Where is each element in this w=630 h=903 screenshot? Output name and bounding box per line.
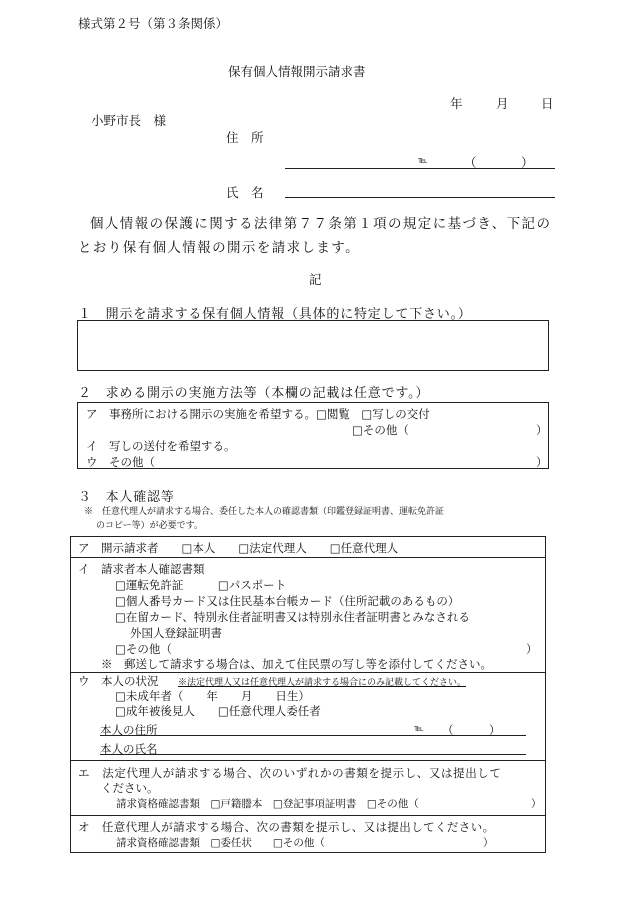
section1-title: １ 開示を請求する保有個人情報（具体的に特定して下さい。） [78, 307, 472, 322]
section3-row-e-line-2: ください。 [101, 781, 159, 795]
principal-name-label: 本人の氏名 [100, 742, 158, 756]
section2-row-a-other-close: ） [536, 423, 548, 437]
principal-address-line[interactable] [100, 735, 526, 736]
applicant-tel-label: ℡ [418, 156, 428, 166]
form-number: 様式第２号（第３条関係） [78, 16, 229, 31]
section1-input-box[interactable] [77, 320, 549, 371]
section2-box [77, 402, 549, 469]
section3-row-u-note: ※法定代理人又は任意代理人が請求する場合にのみ記載してください。 [178, 678, 467, 688]
section2-row-u[interactable]: ウ その他（ [86, 455, 155, 469]
section3-row-o-options[interactable]: 請求資格確認書類 □委任状 □その他（ [116, 837, 325, 849]
id-doc-mail-note: ※ 郵送して請求する場合は、加えて住民票の写し等を添付してください。 [101, 657, 492, 671]
section3-row-o-line-1: オ 任意代理人が請求する場合、次の書類を提示し、又は提出してください。 [78, 820, 495, 834]
section3-row-e-close: ） [531, 798, 542, 810]
section2-row-u-close: ） [536, 455, 548, 469]
intro-line-1-text: 個人情報の保護に関する法律第７７条第１項の規定に基づき、下記の [90, 216, 552, 232]
id-doc-option-residence-card[interactable]: □在留カード、特別永住者証明書又は特別永住者証明書とみなされる [115, 610, 470, 624]
applicant-tel-parens: （ ） [464, 155, 550, 170]
id-doc-other-close: ） [526, 642, 538, 656]
applicant-name-line [285, 197, 555, 198]
divider-u [70, 760, 546, 761]
section3-row-e-options[interactable]: 請求資格確認書類 □戸籍謄本 □登記事項証明書 □その他（ [116, 798, 419, 810]
divider-e [70, 815, 546, 816]
id-doc-option-other[interactable]: □その他（ [115, 642, 172, 656]
section2-title: ２ 求める開示の実施方法等（本欄の記載は任意です。） [78, 386, 430, 401]
intro-line-2: とおり保有個人情報の開示を請求します。 [78, 240, 361, 256]
id-doc-option-license-passport[interactable]: □運転免許証 □パスポート [115, 578, 287, 592]
principal-tel-label: ℡ [414, 724, 424, 734]
section3-note-line-2: のコピー等）が必要です。 [96, 521, 203, 531]
applicant-address-label: 住 所 [226, 130, 264, 145]
date-day-label: 日 [541, 96, 554, 111]
id-doc-option-mynumber[interactable]: □個人番号カード又は住民基本台帳カード（住所記載のあるもの） [115, 594, 460, 608]
document-title: 保有個人情報開示請求書 [228, 64, 366, 79]
section3-row-o-close: ） [483, 837, 494, 849]
intro-line-1 [78, 212, 551, 232]
section2-row-a-other[interactable]: □その他（ [352, 423, 409, 437]
section3-row-e-line-1: エ 法定代理人が請求する場合、次のいずれかの書類を提示し、又は提出して [78, 766, 502, 780]
section3-title: ３ 本人確認等 [78, 490, 175, 505]
id-doc-option-foreigner-cert: 外国人登録証明書 [130, 626, 222, 640]
section3-row-i-title: イ 請求者本人確認書類 [78, 562, 205, 576]
applicant-address-line [285, 168, 555, 169]
divider-a [70, 557, 546, 558]
principal-address-label: 本人の住所 [100, 723, 158, 737]
principal-minor-option[interactable]: □未成年者（ 年 月 日生） [115, 689, 310, 703]
ki-label: 記 [309, 272, 322, 287]
date-year-label: 年 [450, 96, 463, 111]
addressee: 小野市長 様 [91, 113, 167, 128]
principal-ward-option[interactable]: □成年被後見人 □任意代理人委任者 [115, 704, 321, 718]
section3-note-line-1: ※ 任意代理人が請求する場合、委任した本人の確認書類（印鑑登録証明書、運転免許証 [84, 507, 445, 517]
section3-row-a[interactable]: ア 開示請求者 □本人 □法定代理人 □任意代理人 [78, 541, 399, 555]
section3-row-u-title: ウ 本人の状況 [78, 674, 159, 688]
section2-row-i[interactable]: イ 写しの送付を希望する。 [86, 439, 236, 453]
date-month-label: 月 [496, 96, 509, 111]
applicant-name-label: 氏 名 [226, 185, 264, 200]
principal-tel-parens: （ ） [442, 723, 513, 737]
principal-name-line[interactable] [100, 754, 526, 755]
section2-row-a[interactable]: ア 事務所における開示の実施を希望する。□閲覧 □写しの交付 [86, 407, 430, 421]
